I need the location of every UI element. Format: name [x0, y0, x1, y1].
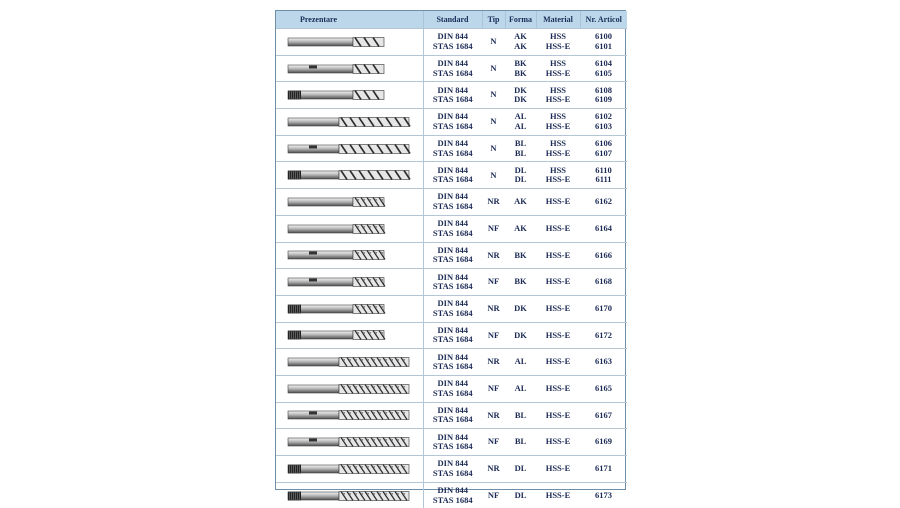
forma-cell — [505, 295, 536, 322]
standard-cell — [423, 135, 482, 162]
tip-value: NR — [482, 411, 505, 421]
standard-value: STAS 1684 — [424, 335, 483, 345]
table-row — [276, 135, 627, 162]
forma-value: BL — [505, 411, 536, 421]
forma-value: BL — [505, 149, 536, 159]
standard-cell — [423, 429, 482, 456]
article-value: 6166 — [580, 251, 627, 261]
tip-value: NF — [482, 491, 505, 501]
material-cell — [536, 429, 580, 456]
material-cell — [536, 482, 580, 508]
article-value: 6167 — [580, 411, 627, 421]
end-mill-icon — [287, 35, 411, 49]
standard-value: DIN 844 — [424, 406, 483, 416]
tip-cell — [482, 375, 505, 402]
forma-value: DL — [505, 464, 536, 474]
standard-value: DIN 844 — [424, 353, 483, 363]
article-value: 6170 — [580, 304, 627, 314]
standard-value: STAS 1684 — [424, 496, 483, 506]
end-mill-icon — [287, 489, 411, 503]
tool-image-cell — [276, 55, 423, 82]
tip-cell — [482, 29, 505, 56]
tip-cell — [482, 402, 505, 429]
tip-cell — [482, 456, 505, 483]
forma-value: AK — [505, 197, 536, 207]
forma-cell — [505, 189, 536, 216]
article-cell — [580, 322, 627, 349]
standard-value: STAS 1684 — [424, 122, 483, 132]
standard-cell — [423, 295, 482, 322]
tool-image-cell — [276, 429, 423, 456]
tip-cell — [482, 189, 505, 216]
end-mill-icon — [287, 62, 411, 76]
standard-value: STAS 1684 — [424, 309, 483, 319]
material-cell — [536, 215, 580, 242]
forma-cell — [505, 215, 536, 242]
table-row — [276, 295, 627, 322]
table-row — [276, 349, 627, 376]
table-row — [276, 375, 627, 402]
material-value: HSS-E — [536, 251, 580, 261]
standard-value: STAS 1684 — [424, 442, 483, 452]
forma-cell — [505, 322, 536, 349]
table-row — [276, 456, 627, 483]
tip-cell — [482, 242, 505, 269]
standard-cell — [423, 349, 482, 376]
material-value: HSS — [536, 139, 580, 149]
material-value: HSS-E — [536, 122, 580, 132]
article-value: 6163 — [580, 357, 627, 367]
article-cell — [580, 162, 627, 189]
material-cell — [536, 349, 580, 376]
standard-value: DIN 844 — [424, 433, 483, 443]
end-mill-icon — [287, 382, 411, 396]
article-value: 6111 — [580, 175, 627, 185]
tip-cell — [482, 162, 505, 189]
forma-value: BK — [505, 251, 536, 261]
standard-value: STAS 1684 — [424, 282, 483, 292]
article-cell — [580, 482, 627, 508]
material-cell — [536, 295, 580, 322]
table-row — [276, 215, 627, 242]
tip-value: N — [482, 37, 505, 47]
standard-value: DIN 844 — [424, 139, 483, 149]
forma-value: AK — [505, 32, 536, 42]
forma-value: AL — [505, 357, 536, 367]
tip-cell — [482, 269, 505, 296]
tool-image-cell — [276, 189, 423, 216]
material-cell — [536, 162, 580, 189]
standard-value: STAS 1684 — [424, 175, 483, 185]
end-mill-icon — [287, 302, 411, 316]
forma-cell — [505, 109, 536, 136]
forma-cell — [505, 135, 536, 162]
standard-cell — [423, 482, 482, 508]
material-value: HSS-E — [536, 304, 580, 314]
tip-value: NF — [482, 224, 505, 234]
end-mill-icon — [287, 195, 411, 209]
standard-value: DIN 844 — [424, 273, 483, 283]
forma-cell — [505, 375, 536, 402]
forma-value: BL — [505, 139, 536, 149]
standard-value: STAS 1684 — [424, 255, 483, 265]
forma-cell — [505, 269, 536, 296]
table-row — [276, 162, 627, 189]
material-cell — [536, 109, 580, 136]
material-cell — [536, 375, 580, 402]
forma-value: AK — [505, 224, 536, 234]
standard-value: DIN 844 — [424, 86, 483, 96]
tool-image-cell — [276, 456, 423, 483]
standard-cell — [423, 82, 482, 109]
standard-cell — [423, 109, 482, 136]
end-mill-icon — [287, 88, 411, 102]
article-value: 6171 — [580, 464, 627, 474]
article-value: 6109 — [580, 95, 627, 105]
tip-value: NR — [482, 357, 505, 367]
tip-cell — [482, 322, 505, 349]
end-mill-icon — [287, 248, 411, 262]
tool-image-cell — [276, 109, 423, 136]
material-value: HSS-E — [536, 331, 580, 341]
end-mill-table — [276, 11, 627, 508]
tip-cell — [482, 482, 505, 508]
article-cell — [580, 82, 627, 109]
article-value: 6100 — [580, 32, 627, 42]
tool-image-cell — [276, 402, 423, 429]
end-mill-icon — [287, 328, 411, 342]
standard-cell — [423, 215, 482, 242]
standard-cell — [423, 162, 482, 189]
material-value: HSS-E — [536, 224, 580, 234]
material-cell — [536, 269, 580, 296]
standard-value: DIN 844 — [424, 112, 483, 122]
material-cell — [536, 456, 580, 483]
forma-value: BL — [505, 437, 536, 447]
forma-cell — [505, 456, 536, 483]
tool-image-cell — [276, 135, 423, 162]
material-cell — [536, 82, 580, 109]
article-value: 6162 — [580, 197, 627, 207]
header-forma: Forma — [505, 11, 536, 29]
standard-cell — [423, 402, 482, 429]
standard-value: STAS 1684 — [424, 389, 483, 399]
material-value: HSS-E — [536, 491, 580, 501]
article-cell — [580, 429, 627, 456]
tool-image-cell — [276, 215, 423, 242]
forma-cell — [505, 29, 536, 56]
tip-value: NF — [482, 384, 505, 394]
material-value: HSS-E — [536, 411, 580, 421]
header-article: Nr. Articol — [580, 11, 627, 29]
standard-cell — [423, 269, 482, 296]
tip-cell — [482, 349, 505, 376]
standard-cell — [423, 242, 482, 269]
article-cell — [580, 109, 627, 136]
end-mill-icon — [287, 168, 411, 182]
forma-value: DK — [505, 86, 536, 96]
material-value: HSS-E — [536, 69, 580, 79]
standard-value: DIN 844 — [424, 246, 483, 256]
standard-cell — [423, 189, 482, 216]
article-value: 6102 — [580, 112, 627, 122]
article-cell — [580, 375, 627, 402]
tip-value: N — [482, 117, 505, 127]
standard-value: STAS 1684 — [424, 202, 483, 212]
material-cell — [536, 322, 580, 349]
standard-cell — [423, 29, 482, 56]
standard-value: DIN 844 — [424, 59, 483, 69]
material-value: HSS — [536, 112, 580, 122]
forma-value: DK — [505, 95, 536, 105]
forma-value: DK — [505, 331, 536, 341]
material-value: HSS-E — [536, 149, 580, 159]
table-row — [276, 402, 627, 429]
table-row — [276, 269, 627, 296]
article-value: 6172 — [580, 331, 627, 341]
standard-value: STAS 1684 — [424, 69, 483, 79]
standard-value: DIN 844 — [424, 32, 483, 42]
standard-value: DIN 844 — [424, 219, 483, 229]
tip-value: NF — [482, 331, 505, 341]
header-tip: Tip — [482, 11, 505, 29]
table-body — [276, 29, 627, 508]
end-mill-icon — [287, 355, 411, 369]
tip-value: NR — [482, 464, 505, 474]
forma-value: DL — [505, 491, 536, 501]
article-cell — [580, 135, 627, 162]
tip-cell — [482, 215, 505, 242]
table-row — [276, 55, 627, 82]
article-value: 6105 — [580, 69, 627, 79]
material-value: HSS-E — [536, 197, 580, 207]
material-value: HSS-E — [536, 175, 580, 185]
tool-image-cell — [276, 269, 423, 296]
article-cell — [580, 189, 627, 216]
table-row — [276, 29, 627, 56]
tip-value: N — [482, 144, 505, 154]
tip-cell — [482, 82, 505, 109]
article-value: 6107 — [580, 149, 627, 159]
tip-value: N — [482, 171, 505, 181]
table-row — [276, 429, 627, 456]
article-value: 6104 — [580, 59, 627, 69]
article-value: 6168 — [580, 277, 627, 287]
standard-value: STAS 1684 — [424, 149, 483, 159]
forma-cell — [505, 429, 536, 456]
article-value: 6101 — [580, 42, 627, 52]
material-cell — [536, 242, 580, 269]
article-value: 6108 — [580, 86, 627, 96]
article-value: 6103 — [580, 122, 627, 132]
end-mill-icon — [287, 435, 411, 449]
tool-image-cell — [276, 349, 423, 376]
article-value: 6173 — [580, 491, 627, 501]
tip-value: NR — [482, 251, 505, 261]
tool-image-cell — [276, 482, 423, 508]
material-value: HSS-E — [536, 437, 580, 447]
material-cell — [536, 402, 580, 429]
tool-image-cell — [276, 82, 423, 109]
standard-value: STAS 1684 — [424, 42, 483, 52]
article-cell — [580, 402, 627, 429]
standard-value: DIN 844 — [424, 166, 483, 176]
table-row — [276, 482, 627, 508]
material-value: HSS-E — [536, 277, 580, 287]
table-header — [276, 11, 627, 29]
article-cell — [580, 29, 627, 56]
standard-value: DIN 844 — [424, 299, 483, 309]
table-row — [276, 82, 627, 109]
material-cell — [536, 29, 580, 56]
article-value: 6169 — [580, 437, 627, 447]
article-cell — [580, 295, 627, 322]
table-row — [276, 242, 627, 269]
standard-value: DIN 844 — [424, 326, 483, 336]
forma-value: AL — [505, 384, 536, 394]
forma-cell — [505, 242, 536, 269]
end-mill-icon — [287, 408, 411, 422]
end-mill-icon — [287, 142, 411, 156]
material-value: HSS — [536, 86, 580, 96]
material-value: HSS — [536, 32, 580, 42]
standard-value: DIN 844 — [424, 379, 483, 389]
standard-value: DIN 844 — [424, 459, 483, 469]
material-value: HSS — [536, 166, 580, 176]
forma-value: BK — [505, 69, 536, 79]
standard-value: STAS 1684 — [424, 229, 483, 239]
material-cell — [536, 189, 580, 216]
forma-value: BK — [505, 277, 536, 287]
standard-value: DIN 844 — [424, 192, 483, 202]
material-value: HSS-E — [536, 357, 580, 367]
tool-image-cell — [276, 375, 423, 402]
article-cell — [580, 55, 627, 82]
article-cell — [580, 215, 627, 242]
tip-value: NF — [482, 437, 505, 447]
forma-value: AL — [505, 112, 536, 122]
material-value: HSS-E — [536, 95, 580, 105]
tip-cell — [482, 295, 505, 322]
forma-cell — [505, 402, 536, 429]
standard-value: DIN 844 — [424, 486, 483, 496]
standard-cell — [423, 375, 482, 402]
end-mill-icon — [287, 115, 411, 129]
forma-value: BK — [505, 59, 536, 69]
material-value: HSS-E — [536, 464, 580, 474]
tool-image-cell — [276, 295, 423, 322]
table-row — [276, 189, 627, 216]
forma-cell — [505, 82, 536, 109]
forma-cell — [505, 349, 536, 376]
tool-image-cell — [276, 162, 423, 189]
catalog-sheet — [275, 10, 626, 490]
tip-value: NR — [482, 304, 505, 314]
standard-value: STAS 1684 — [424, 469, 483, 479]
article-value: 6110 — [580, 166, 627, 176]
end-mill-icon — [287, 275, 411, 289]
standard-cell — [423, 456, 482, 483]
tool-image-cell — [276, 29, 423, 56]
forma-value: AL — [505, 122, 536, 132]
forma-value: DL — [505, 175, 536, 185]
article-value: 6106 — [580, 139, 627, 149]
material-cell — [536, 135, 580, 162]
standard-value: STAS 1684 — [424, 95, 483, 105]
material-cell — [536, 55, 580, 82]
tip-value: N — [482, 90, 505, 100]
forma-cell — [505, 162, 536, 189]
tool-image-cell — [276, 322, 423, 349]
standard-cell — [423, 55, 482, 82]
table-row — [276, 322, 627, 349]
forma-cell — [505, 482, 536, 508]
forma-value: DL — [505, 166, 536, 176]
article-value: 6164 — [580, 224, 627, 234]
end-mill-icon — [287, 222, 411, 236]
tip-cell — [482, 55, 505, 82]
standard-cell — [423, 322, 482, 349]
tip-value: NR — [482, 197, 505, 207]
header-presentation: Prezentare — [276, 11, 423, 29]
article-cell — [580, 242, 627, 269]
forma-value: DK — [505, 304, 536, 314]
article-cell — [580, 269, 627, 296]
forma-cell — [505, 55, 536, 82]
tip-cell — [482, 109, 505, 136]
forma-value: AK — [505, 42, 536, 52]
header-standard: Standard — [423, 11, 482, 29]
standard-value: STAS 1684 — [424, 362, 483, 372]
table-row — [276, 109, 627, 136]
material-value: HSS — [536, 59, 580, 69]
article-cell — [580, 349, 627, 376]
tip-value: NF — [482, 277, 505, 287]
tip-cell — [482, 429, 505, 456]
article-value: 6165 — [580, 384, 627, 394]
tip-cell — [482, 135, 505, 162]
standard-value: STAS 1684 — [424, 415, 483, 425]
article-cell — [580, 456, 627, 483]
material-value: HSS-E — [536, 384, 580, 394]
tool-image-cell — [276, 242, 423, 269]
header-material: Material — [536, 11, 580, 29]
end-mill-icon — [287, 462, 411, 476]
material-value: HSS-E — [536, 42, 580, 52]
tip-value: N — [482, 64, 505, 74]
